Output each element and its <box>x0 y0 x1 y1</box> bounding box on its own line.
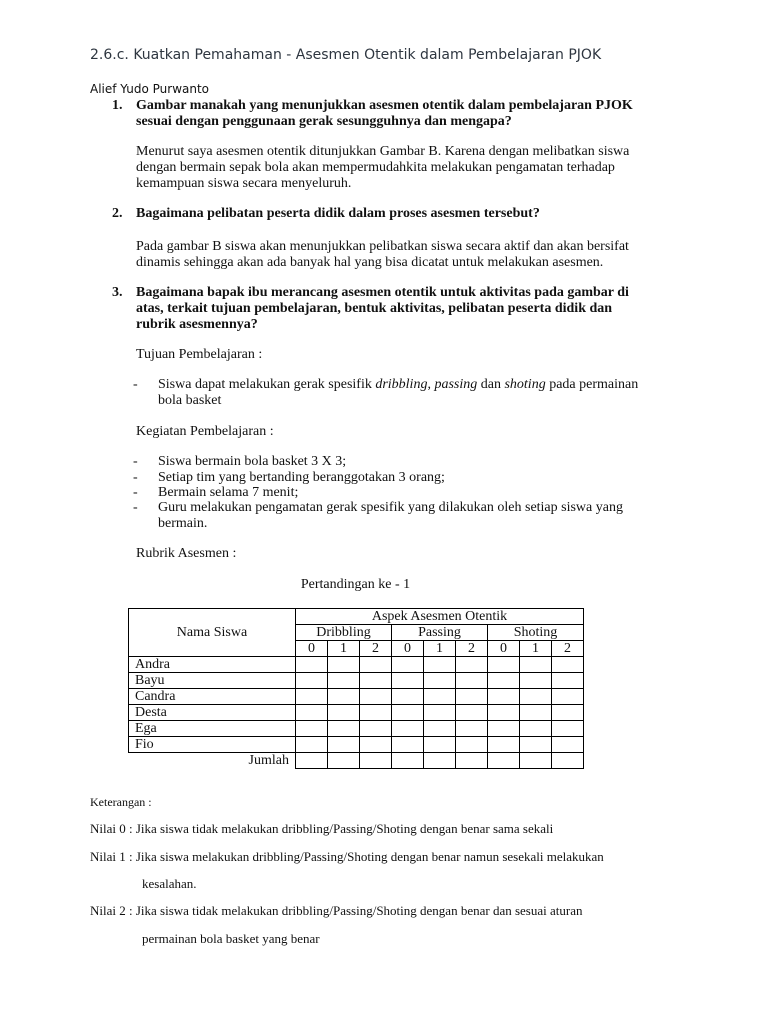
score-cell[interactable] <box>296 673 328 689</box>
score-cell[interactable] <box>296 737 328 753</box>
total-label: Jumlah <box>248 753 289 769</box>
score-cell[interactable] <box>488 721 520 737</box>
score-cell[interactable] <box>488 689 520 705</box>
text-run: Siswa dapat melakukan gerak spesifik <box>158 377 376 392</box>
italic-term: dribbling <box>375 377 428 392</box>
score-header: 1 <box>328 641 360 657</box>
kegiatan-item <box>158 500 683 532</box>
score-header: 2 <box>456 641 488 657</box>
note-nilai-1-cont: kesalahan. <box>142 876 197 891</box>
student-name: Andra <box>129 657 296 673</box>
score-cell[interactable] <box>392 753 424 769</box>
score-cell[interactable] <box>520 673 552 689</box>
score-cell[interactable] <box>552 705 584 721</box>
table-row <box>129 673 584 689</box>
score-cell[interactable] <box>424 673 456 689</box>
text-run: dan <box>477 377 505 392</box>
score-cell[interactable] <box>328 753 360 769</box>
score-cell[interactable] <box>360 753 392 769</box>
score-cell[interactable] <box>424 705 456 721</box>
score-cell[interactable] <box>360 705 392 721</box>
score-header: 1 <box>424 641 456 657</box>
score-cell[interactable] <box>392 737 424 753</box>
score-header: 2 <box>552 641 584 657</box>
kegiatan-line: bermain. <box>158 516 208 531</box>
score-cell[interactable] <box>488 705 520 721</box>
score-cell[interactable] <box>328 657 360 673</box>
score-cell[interactable] <box>392 657 424 673</box>
answer-line: Pada gambar B siswa akan menunjukkan pelibatkan siswa secara aktif dan akan bersifat <box>136 239 629 254</box>
score-cell[interactable] <box>520 705 552 721</box>
question-line: rubrik asesmennya? <box>136 317 258 332</box>
answer-line: dinamis sehingga akan ada banyak hal yang bisa dicatat untuk melakukan asesmen. <box>136 255 604 270</box>
tujuan-item <box>158 377 683 409</box>
text-run: pada permainan <box>545 377 639 392</box>
bullet-dash: - <box>133 485 138 500</box>
score-cell[interactable] <box>488 753 520 769</box>
score-cell[interactable] <box>392 705 424 721</box>
answer-1 <box>136 144 681 192</box>
table-row <box>129 657 584 673</box>
kegiatan-item: Siswa bermain bola basket 3 X 3; <box>158 454 347 469</box>
question-line: atas, terkait tujuan pembelajaran, bentuk aktivitas, pelibatan peserta didik dan <box>136 301 613 316</box>
bullet-dash: - <box>133 500 138 515</box>
score-cell[interactable] <box>424 657 456 673</box>
score-cell[interactable] <box>328 705 360 721</box>
score-cell[interactable] <box>488 673 520 689</box>
note-nilai-0: Nilai 0 : Jika siswa tidak melakukan dribbling/Passing/Shoting dengan benar sama sekali <box>90 821 554 836</box>
score-cell[interactable] <box>424 753 456 769</box>
student-name: Desta <box>129 705 296 721</box>
score-cell[interactable] <box>520 753 552 769</box>
score-cell[interactable] <box>552 657 584 673</box>
score-cell[interactable] <box>360 673 392 689</box>
question-line: sesuai dengan penggunaan gerak sesungguhnya dan mengapa? <box>136 114 512 129</box>
rubrik-label: Rubrik Asesmen : <box>136 546 237 561</box>
aspect-header: Shoting <box>488 625 584 641</box>
score-header: 0 <box>392 641 424 657</box>
tujuan-line: bola basket <box>158 393 222 408</box>
score-cell[interactable] <box>552 689 584 705</box>
total-row <box>129 753 584 769</box>
score-cell[interactable] <box>296 721 328 737</box>
score-cell[interactable] <box>456 657 488 673</box>
score-cell[interactable] <box>520 721 552 737</box>
table-row <box>129 689 584 705</box>
student-name: Bayu <box>129 673 296 689</box>
document-title: 2.6.c. Kuatkan Pemahaman - Asesmen Otentik dalam Pembelajaran PJOK <box>90 47 602 63</box>
answer-line: kemampuan siswa secara menyeluruh. <box>136 176 352 191</box>
answer-line: Menurut saya asesmen otentik ditunjukkan Gambar B. Karena dengan melibatkan siswa <box>136 144 630 159</box>
score-cell[interactable] <box>328 689 360 705</box>
score-cell[interactable] <box>424 689 456 705</box>
kegiatan-item: Bermain selama 7 menit; <box>158 485 299 500</box>
score-cell[interactable] <box>552 673 584 689</box>
score-cell[interactable] <box>296 705 328 721</box>
score-cell[interactable] <box>456 721 488 737</box>
question-text <box>136 206 684 222</box>
table-row <box>129 705 584 721</box>
student-name: Fio <box>129 737 296 753</box>
score-header: 2 <box>360 641 392 657</box>
score-cell[interactable] <box>360 689 392 705</box>
score-cell[interactable] <box>456 705 488 721</box>
score-cell[interactable] <box>456 673 488 689</box>
score-cell[interactable] <box>296 657 328 673</box>
table-row <box>129 721 584 737</box>
notes-heading: Keterangan : <box>90 795 152 809</box>
nama-siswa-header: Nama Siswa <box>129 609 296 657</box>
score-cell[interactable] <box>520 657 552 673</box>
kegiatan-line: Guru melakukan pengamatan gerak spesifik yang dilakukan oleh setiap siswa yang <box>158 500 623 515</box>
author-name: Alief Yudo Purwanto <box>90 82 210 96</box>
kegiatan-item: Setiap tim yang bertanding beranggotakan 3 orang; <box>158 470 445 485</box>
table-header-row <box>129 609 584 625</box>
kegiatan-label: Kegiatan Pembelajaran : <box>136 424 274 439</box>
score-cell[interactable] <box>552 753 584 769</box>
score-cell[interactable] <box>360 657 392 673</box>
score-cell[interactable] <box>456 689 488 705</box>
score-cell[interactable] <box>360 721 392 737</box>
score-cell[interactable] <box>328 673 360 689</box>
rubric-table <box>128 608 584 769</box>
score-header: 1 <box>520 641 552 657</box>
score-cell[interactable] <box>424 721 456 737</box>
tujuan-line <box>158 377 683 393</box>
answer-2 <box>136 239 681 271</box>
score-header: 0 <box>488 641 520 657</box>
score-cell[interactable] <box>328 737 360 753</box>
table-caption: Pertandingan ke - 1 <box>300 577 411 592</box>
score-cell[interactable] <box>520 689 552 705</box>
bullet-dash: - <box>133 470 138 485</box>
score-cell[interactable] <box>392 689 424 705</box>
aspek-header: Aspek Asesmen Otentik <box>296 609 584 625</box>
question-number: 1. <box>112 98 123 113</box>
score-cell[interactable] <box>456 753 488 769</box>
student-rows <box>129 657 584 753</box>
score-cell[interactable] <box>392 673 424 689</box>
score-cell[interactable] <box>296 753 328 769</box>
score-cell[interactable] <box>360 737 392 753</box>
score-cell[interactable] <box>552 721 584 737</box>
score-header: 0 <box>296 641 328 657</box>
score-cell[interactable] <box>520 737 552 753</box>
score-cell[interactable] <box>424 737 456 753</box>
score-cell[interactable] <box>392 721 424 737</box>
text-run: , <box>427 377 435 392</box>
score-cell[interactable] <box>488 737 520 753</box>
score-cell[interactable] <box>328 721 360 737</box>
question-line: Bagaimana pelibatan peserta didik dalam proses asesmen tersebut? <box>136 206 540 221</box>
note-nilai-1: Nilai 1 : Jika siswa melakukan dribbling/Passing/Shoting dengan benar namun sesekali melakukan <box>90 849 604 864</box>
note-nilai-2-cont: permainan bola basket yang benar <box>142 931 320 946</box>
aspect-header: Dribbling <box>296 625 392 641</box>
aspect-header: Passing <box>392 625 488 641</box>
question-number: 3. <box>112 285 123 300</box>
score-cell[interactable] <box>456 737 488 753</box>
score-cell[interactable] <box>296 689 328 705</box>
bullet-dash: - <box>133 377 138 392</box>
question-text <box>136 98 684 130</box>
italic-term: shoting <box>504 377 546 392</box>
bullet-dash: - <box>133 454 138 469</box>
student-name: Candra <box>129 689 296 705</box>
italic-term: passing <box>434 377 478 392</box>
student-name: Ega <box>129 721 296 737</box>
score-cell[interactable] <box>488 657 520 673</box>
question-text <box>136 285 684 333</box>
tujuan-label: Tujuan Pembelajaran : <box>136 347 263 362</box>
question-line: Gambar manakah yang menunjukkan asesmen otentik dalam pembelajaran PJOK <box>136 98 633 113</box>
answer-line: dengan bermain sepak bola akan mempermudahkita melakukan pengamatan terhadap <box>136 160 615 175</box>
note-nilai-2: Nilai 2 : Jika siswa tidak melakukan dribbling/Passing/Shoting dengan benar dan sesuai aturan <box>90 903 583 918</box>
table-row <box>129 737 584 753</box>
question-line: Bagaimana bapak ibu merancang asesmen otentik untuk aktivitas pada gambar di <box>136 285 629 300</box>
question-number: 2. <box>112 206 123 221</box>
score-cell[interactable] <box>552 737 584 753</box>
